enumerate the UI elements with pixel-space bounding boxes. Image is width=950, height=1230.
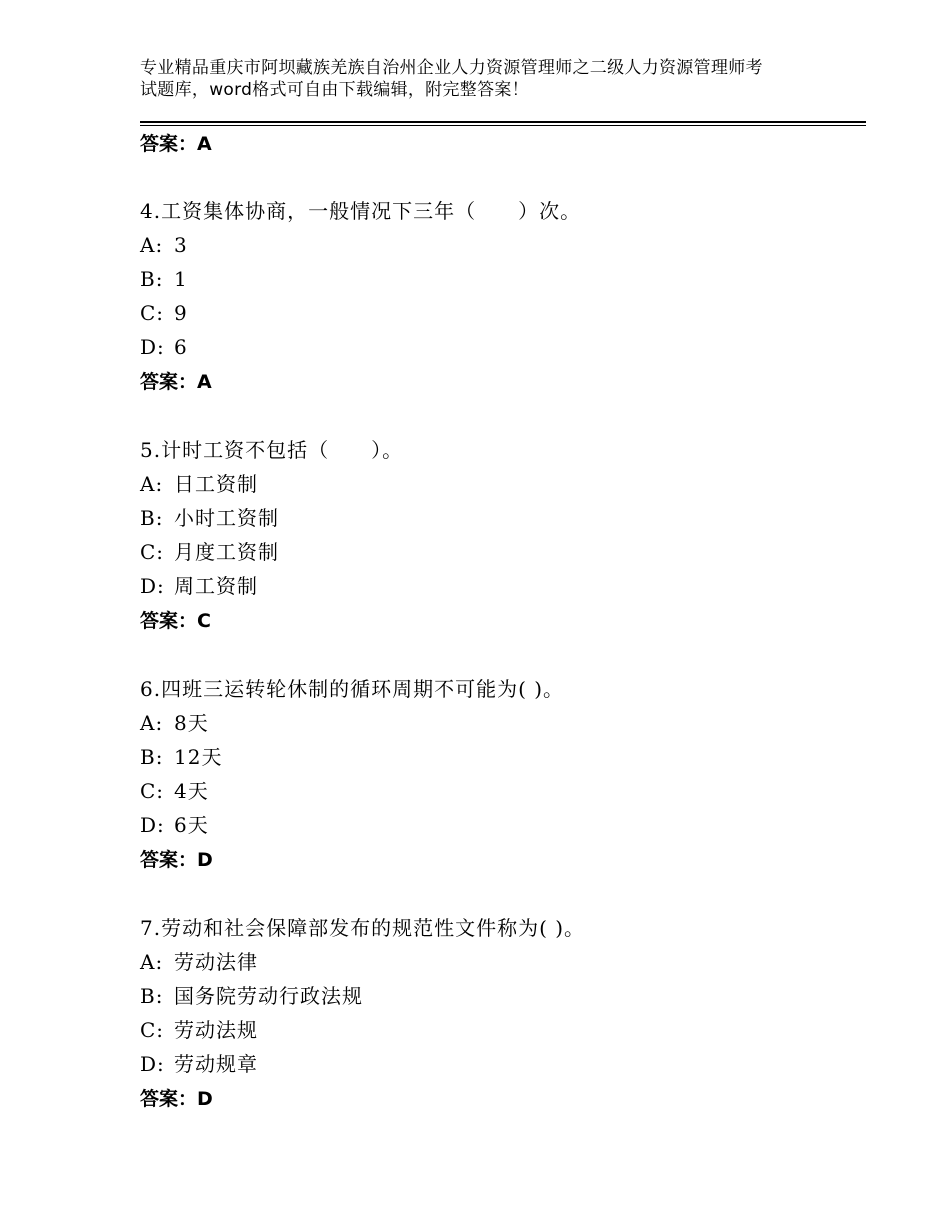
- option-text: 12天: [174, 745, 223, 769]
- option-text: 8天: [174, 711, 209, 735]
- option-letter: A:: [140, 472, 164, 496]
- option-letter: C:: [140, 1018, 165, 1042]
- option-letter: B:: [140, 506, 164, 530]
- option-text: 国务院劳动行政法规: [174, 984, 363, 1008]
- option-c: [140, 300, 188, 326]
- answer-value: D: [197, 1088, 213, 1110]
- option-text: 9: [174, 301, 188, 325]
- option-text: 劳动规章: [174, 1052, 258, 1076]
- option-a: [140, 471, 258, 497]
- option-letter: A:: [140, 233, 164, 257]
- option-d: [140, 812, 209, 838]
- option-c: [140, 778, 209, 804]
- option-text: 4天: [174, 779, 209, 803]
- option-b: [140, 266, 188, 292]
- option-letter: D:: [140, 1052, 165, 1076]
- question-stem: 5.计时工资不包括（ ）。: [140, 438, 404, 462]
- option-text: 劳动法规: [174, 1018, 258, 1042]
- option-letter: B:: [140, 984, 164, 1008]
- option-b: [140, 744, 222, 770]
- answer-line: [140, 370, 212, 394]
- answer-label: 答案：: [140, 610, 198, 632]
- option-letter: D:: [140, 574, 165, 598]
- option-d: [140, 1051, 258, 1077]
- option-text: 日工资制: [174, 472, 258, 496]
- question-stem: 6.四班三运转轮休制的循环周期不可能为( )。: [140, 677, 565, 701]
- option-b: [140, 505, 279, 531]
- option-d: [140, 573, 258, 599]
- option-c: [140, 539, 279, 565]
- answer-value: A: [197, 133, 212, 155]
- option-text: 3: [174, 233, 188, 257]
- answer-label: 答案：: [140, 849, 198, 871]
- option-text: 小时工资制: [174, 506, 279, 530]
- prev-answer-line: [140, 132, 212, 156]
- header-line-2: 试题库，word格式可自由下载编辑，附完整答案！: [140, 80, 529, 100]
- option-text: 周工资制: [174, 574, 258, 598]
- option-a: [140, 232, 188, 258]
- option-letter: B:: [140, 745, 164, 769]
- option-text: 1: [174, 267, 188, 291]
- option-text: 6天: [174, 813, 209, 837]
- header-line-1: 专业精品重庆市阿坝藏族羌族自治州企业人力资源管理师之二级人力资源管理师考: [140, 58, 763, 78]
- answer-line: [140, 1087, 213, 1111]
- header-rule-thick: [140, 121, 866, 123]
- answer-value: C: [197, 610, 211, 632]
- option-letter: B:: [140, 267, 164, 291]
- answer-label: 答案：: [140, 133, 198, 155]
- question-stem: 7.劳动和社会保障部发布的规范性文件称为( )。: [140, 916, 586, 940]
- answer-value: A: [197, 371, 212, 393]
- answer-line: [140, 848, 213, 872]
- option-b: [140, 983, 363, 1009]
- option-a: [140, 949, 258, 975]
- answer-value: D: [197, 849, 213, 871]
- page-header: [140, 57, 830, 101]
- option-text: 6: [174, 335, 188, 359]
- option-c: [140, 1017, 258, 1043]
- question-stem: 4.工资集体协商，一般情况下三年（ ）次。: [140, 199, 582, 223]
- answer-label: 答案：: [140, 1088, 198, 1110]
- answer-label: 答案：: [140, 371, 198, 393]
- option-letter: D:: [140, 335, 165, 359]
- option-letter: A:: [140, 950, 164, 974]
- option-text: 劳动法律: [174, 950, 258, 974]
- option-letter: C:: [140, 540, 165, 564]
- option-text: 月度工资制: [174, 540, 279, 564]
- option-letter: D:: [140, 813, 165, 837]
- header-rule-thin: [140, 125, 866, 126]
- option-letter: A:: [140, 711, 164, 735]
- option-a: [140, 710, 209, 736]
- answer-line: [140, 609, 211, 633]
- option-letter: C:: [140, 779, 165, 803]
- option-letter: C:: [140, 301, 165, 325]
- option-d: [140, 334, 188, 360]
